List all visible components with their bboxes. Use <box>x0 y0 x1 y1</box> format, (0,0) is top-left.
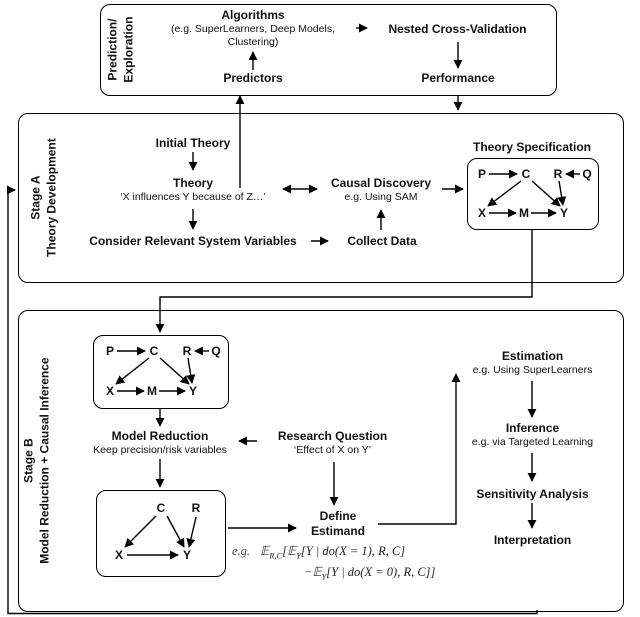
estimation-title: Estimation <box>501 349 564 363</box>
dag-b-arrow-c-y <box>160 358 189 384</box>
interpretation-node: Interpretation <box>493 533 572 547</box>
theory-spec-dag-arrows <box>468 159 598 229</box>
formula-minus: − <box>304 564 313 579</box>
define-estimand-node <box>300 509 376 539</box>
causal-discovery-subtitle: e.g. Using SAM <box>344 191 418 203</box>
dag-a-arrow-r-y <box>559 181 563 205</box>
dag-b-arrow-r-y <box>188 358 192 383</box>
theory-node <box>108 176 278 204</box>
inference-subtitle: e.g. via Targeted Learning <box>471 436 594 448</box>
model-reduction-node <box>85 429 235 457</box>
theory-title: Theory <box>172 176 213 190</box>
dag-b-node-r: R <box>182 344 192 358</box>
formula-sub-y: Y <box>296 550 301 561</box>
model-reduction-title: Model Reduction <box>111 429 209 443</box>
formula-prefix: e.g. <box>232 544 251 558</box>
prediction-box-label <box>105 0 136 105</box>
stage-b-full-dag <box>93 335 229 409</box>
reduced-dag <box>96 490 226 577</box>
model-reduction-subtitle: Keep precision/risk variables <box>93 444 227 456</box>
dag-b-node-m: M <box>147 384 157 398</box>
formula-sub-y-line2: Y <box>321 571 327 582</box>
dag-a-node-x: X <box>477 206 487 220</box>
research-question-title: Research Question <box>277 429 388 443</box>
initial-theory-node: Initial Theory <box>155 136 231 150</box>
algorithms-node <box>153 8 353 49</box>
dag-a-node-r: R <box>553 167 563 181</box>
define-estimand-line1: Define <box>319 509 357 523</box>
stage-b-label <box>21 336 52 586</box>
dag-a-node-y: Y <box>559 206 569 220</box>
algorithms-subtitle-1: (e.g. SuperLearners, Deep Models, <box>170 23 335 35</box>
predictors-node: Predictors <box>223 71 283 85</box>
algorithms-subtitle-2: Clustering) <box>227 36 279 49</box>
reduced-dag-arrow-c-y <box>167 516 184 547</box>
formula-sub-rc: R,C <box>269 550 283 561</box>
estimand-formula-line1 <box>232 543 482 562</box>
expectation-symbol-inner: 𝔼 <box>287 544 297 558</box>
formula-open-bracket: [ <box>282 544 288 558</box>
estimation-subtitle: e.g. Using SuperLearners <box>472 364 593 376</box>
dag-a-node-m: M <box>519 206 529 220</box>
dag-a-arrow-c-x <box>488 181 521 206</box>
estimand-formula <box>232 543 482 582</box>
collect-data-node: Collect Data <box>347 234 417 248</box>
nested-cross-validation-node: Nested Cross-Validation <box>388 22 527 36</box>
expectation-symbol: 𝔼 <box>260 544 270 558</box>
stage-b-dag-arrows <box>94 336 228 408</box>
theory-specification-title: Theory Specification <box>472 140 592 154</box>
reduced-dag-arrow-c-x <box>125 516 156 547</box>
dag-b-arrow-c-x <box>116 358 149 384</box>
dag-b-node-x: X <box>105 384 115 398</box>
dag-a-node-c: C <box>521 167 531 181</box>
causal-discovery-node <box>322 176 440 204</box>
dag-b-node-c: C <box>149 344 159 358</box>
prediction-label-line2: Exploration <box>121 16 135 83</box>
dag-a-node-p: P <box>477 167 487 181</box>
dag-a-node-q: Q <box>582 167 592 181</box>
theory-specification-dag <box>467 158 599 230</box>
research-question-node <box>260 429 405 457</box>
formula-line2-tail: [Y | do(X = 0), R, C]] <box>326 564 436 579</box>
dag-b-node-p: P <box>105 344 115 358</box>
dag-b-node-q: Q <box>211 344 221 358</box>
algorithms-title: Algorithms <box>221 8 285 22</box>
stage-a-label-line2: Theory Development <box>44 138 58 257</box>
estimation-node <box>460 349 605 377</box>
dag-a-arrow-c-y <box>532 181 560 206</box>
research-question-subtitle: ‘Effect of X on Y’ <box>293 444 372 456</box>
theory-subtitle: ‘X influences Y because of Z…’ <box>120 191 266 203</box>
stage-a-label <box>28 123 59 273</box>
inference-node <box>460 421 605 449</box>
causal-discovery-title: Causal Discovery <box>330 176 432 190</box>
formula-line1-tail: [Y | do(X = 1), R, C] <box>300 544 406 558</box>
reduced-dag-node-y: Y <box>182 548 192 562</box>
estimand-formula-line2 <box>232 564 482 583</box>
dag-b-node-y: Y <box>188 384 198 398</box>
performance-node: Performance <box>421 71 495 85</box>
stage-b-label-line2: Model Reduction + Causal Inference <box>37 357 51 564</box>
consider-variables-node: Consider Relevant System Variables <box>89 234 297 248</box>
expectation-symbol-line2: 𝔼 <box>312 564 322 579</box>
reduced-dag-node-r: R <box>191 501 201 515</box>
define-estimand-line2: Estimand <box>310 524 365 538</box>
reduced-dag-node-c: C <box>156 501 166 515</box>
stage-b-label-line1: Stage B <box>21 438 36 483</box>
sensitivity-analysis-node: Sensitivity Analysis <box>476 487 589 501</box>
inference-title: Inference <box>505 421 560 435</box>
prediction-label-line1: Prediction/ <box>105 18 120 81</box>
reduced-dag-node-x: X <box>114 548 124 562</box>
reduced-dag-arrow-r-y <box>189 517 196 547</box>
stage-a-label-line1: Stage A <box>28 175 43 220</box>
